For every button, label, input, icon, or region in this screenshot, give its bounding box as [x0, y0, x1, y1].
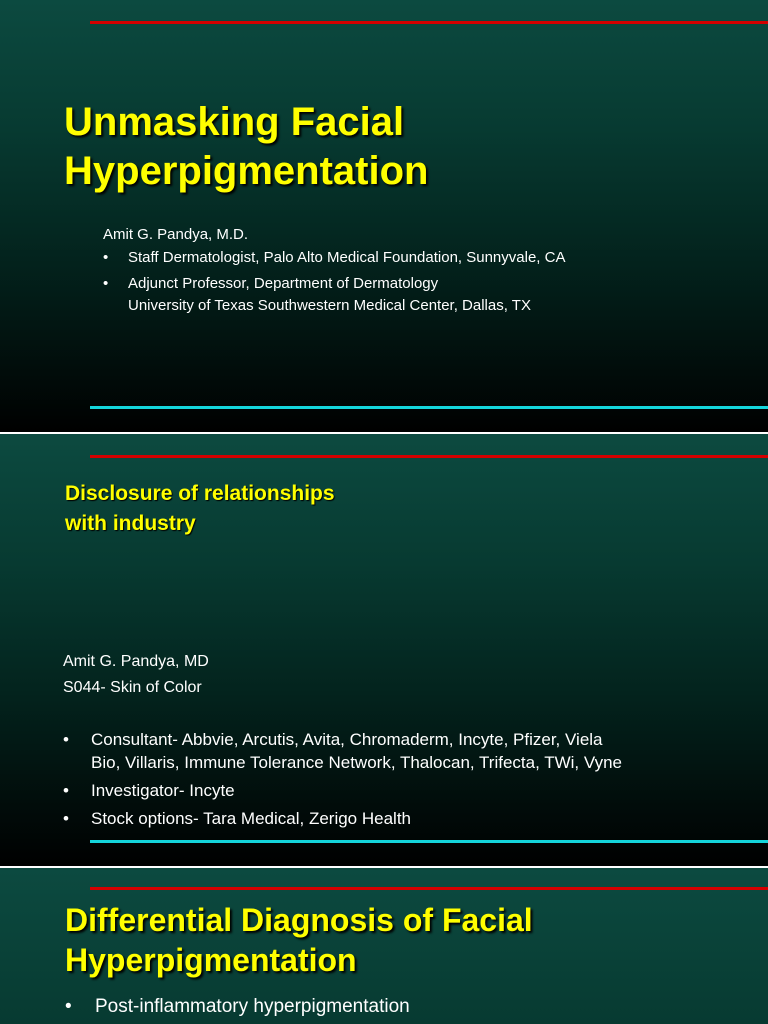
title-line: Hyperpigmentation [64, 149, 429, 193]
author-name: Amit G. Pandya, M.D. [103, 226, 249, 243]
slide-title-heading [65, 900, 533, 980]
slide-title [0, 0, 768, 432]
list-item-text: Investigator- Incyte [91, 781, 235, 800]
affiliation-list [103, 247, 565, 317]
list-item-text: Post-inflammatory hyperpigmentation [95, 996, 410, 1017]
disclosure-list [63, 728, 622, 830]
list-item [63, 779, 622, 802]
list-item [65, 994, 410, 1020]
bullet-glyph: • [63, 781, 69, 800]
list-item-text: Bio, Villaris, Immune Tolerance Network, Thalocan, Trifecta, TWi, Vyne [91, 753, 622, 772]
bullet-glyph: • [103, 275, 109, 292]
list-item-text: Stock options- Tara Medical, Zerigo Health [91, 809, 412, 828]
diagnosis-list [65, 994, 410, 1020]
list-item [63, 728, 622, 774]
list-item-text: Staff Dermatologist, Palo Alto Medical Foundation, Sunnyvale, CA [128, 249, 566, 266]
title-line: Unmasking Facial [64, 100, 405, 144]
list-item-text: Consultant- Abbvie, Arcutis, Avita, Chromaderm, Incyte, Pfizer, Viela [91, 730, 603, 749]
title-line: Disclosure of relationships [65, 482, 335, 505]
title-line: with industry [65, 512, 196, 535]
slide-disclosure [0, 434, 768, 866]
list-item-text: Adjunct Professor, Department of Dermatology [128, 275, 439, 292]
bullet-glyph: • [63, 730, 69, 749]
list-item [103, 247, 565, 269]
author-name: Amit G. Pandya, MD [63, 653, 209, 670]
bullet-glyph: • [63, 809, 69, 828]
list-item-text: University of Texas Southwestern Medical Center, Dallas, TX [128, 297, 531, 314]
cyan-accent-line [90, 840, 768, 843]
red-accent-line [90, 887, 768, 890]
red-accent-line [90, 21, 768, 24]
cyan-accent-line [90, 406, 768, 409]
red-accent-line [90, 455, 768, 458]
slide-title-heading [65, 479, 335, 539]
slide-differential-diagnosis [0, 868, 768, 1024]
title-line: Hyperpigmentation [65, 942, 357, 978]
session-code: S044- Skin of Color [63, 679, 202, 696]
bullet-glyph: • [103, 249, 109, 266]
slide-title-heading [64, 98, 428, 196]
bullet-glyph: • [65, 996, 72, 1017]
list-item [63, 807, 622, 830]
list-item [103, 273, 565, 317]
title-line: Differential Diagnosis of Facial [65, 902, 533, 938]
